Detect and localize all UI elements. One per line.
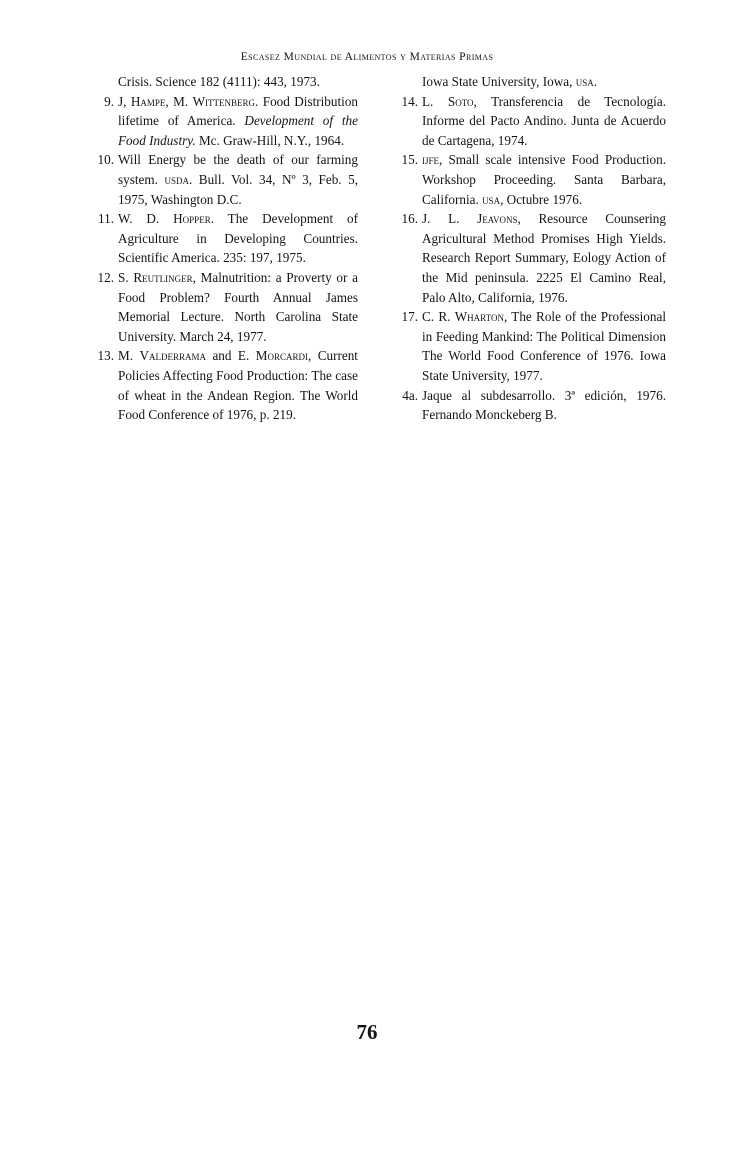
reference-number: 12. xyxy=(97,269,114,285)
references-left-column xyxy=(96,72,358,425)
reference-text: . Bull. Vol. 34, Nº 3, Feb. 5, 1975, Washington D.C. xyxy=(118,171,358,207)
reference-text: usda xyxy=(164,171,189,187)
reference-entry xyxy=(96,92,358,151)
reference-text: Iowa State University, Iowa, xyxy=(422,74,576,89)
reference-entry xyxy=(96,346,358,424)
reference-text: Jeavons xyxy=(477,211,518,227)
reference-text: Wittenberg xyxy=(192,93,256,109)
reference-entry xyxy=(400,72,666,92)
reference-text: , Octubre 1976. xyxy=(500,191,583,207)
reference-text: Hopper xyxy=(173,211,211,227)
reference-text: Development of the Food Industry. xyxy=(118,113,358,148)
reference-text: and E. xyxy=(206,348,256,364)
reference-entry xyxy=(400,150,666,209)
reference-entry xyxy=(96,150,358,209)
reference-entry xyxy=(400,209,666,307)
reference-number: 10. xyxy=(97,152,114,168)
reference-text: , Transferencia de Tecnología. Informe del Pacto Andino. Junta de Acuerdo de Cartagena, 1974. xyxy=(422,93,666,148)
reference-text: Crisis. Science 182 (4111): 443, 1973. xyxy=(118,74,320,89)
reference-text: J, xyxy=(118,93,131,109)
reference-entry xyxy=(400,307,666,385)
references-right-column xyxy=(400,72,666,425)
reference-entry xyxy=(400,386,666,425)
reference-text: , Malnutrition: a Proverty or a Food Problem? Fourth Annual James Memorial Lecture. North Carolina State University. March 24, 1977. xyxy=(118,269,358,344)
reference-text: Reutlinger xyxy=(133,269,193,285)
reference-entry xyxy=(96,72,358,92)
reference-number: 9. xyxy=(104,93,114,109)
reference-text: , The Role of the Professional in Feeding Mankind: The Political Dimension The World Food Conference of 1976. Iowa State University, 1977. xyxy=(422,309,666,383)
reference-text: S. xyxy=(118,269,134,285)
reference-text: Jaque al subdesarrollo. 3ª edición, 1976. Fernando Monckeberg B. xyxy=(422,387,666,423)
reference-text: . The Development of Agriculture in Developing Countries. Scientific America. 235: 197, 1975. xyxy=(118,211,358,266)
reference-number: 13. xyxy=(97,348,114,364)
reference-text: . Food Distribution lifetime of America. xyxy=(118,93,359,129)
reference-text: Will Energy be the death of our farming system. xyxy=(118,152,358,187)
reference-number: 4a. xyxy=(402,387,418,403)
reference-text: ijfe xyxy=(422,152,440,168)
reference-text: Soto xyxy=(447,93,474,109)
reference-text: Mc. Graw-Hill, N.Y., 1964. xyxy=(195,132,345,148)
reference-text: , Current Policies Affecting Food Production: The case of wheat in the Andean Region. The World Food Conference of 1976, p. 219. xyxy=(118,348,358,423)
reference-text: Hampe xyxy=(130,93,166,109)
reference-text: L. xyxy=(422,93,448,109)
reference-text: , Resource Counsering Agricultural Method Promises High Yields. Research Report Summary, Eology Action of the Mid peninsula. 2225 El Camino Real, Palo Alto, California, 1976. xyxy=(422,211,666,305)
reference-text: , M. xyxy=(165,93,193,109)
running-header: Escasez Mundial de Alimentos y Materias Primas xyxy=(240,51,494,63)
page-number: 76 xyxy=(356,1020,378,1044)
reference-text: M. xyxy=(118,348,140,364)
reference-entry xyxy=(400,92,666,151)
reference-text: usa xyxy=(482,191,501,207)
reference-text: W. D. xyxy=(118,211,174,227)
reference-text: Morcardi xyxy=(255,348,308,364)
reference-number: 15. xyxy=(401,152,418,168)
reference-text: C. R. xyxy=(422,309,455,325)
reference-number: 11. xyxy=(98,211,114,227)
reference-number: 14. xyxy=(401,93,418,109)
reference-text: , Small scale intensive Food Production. Workshop Proceeding. Santa Barbara, California. xyxy=(422,152,666,207)
reference-text: . xyxy=(593,74,598,89)
reference-text: J. L. xyxy=(422,211,478,227)
reference-text: Wharton xyxy=(454,309,504,325)
reference-entry xyxy=(96,268,358,346)
reference-text: usa xyxy=(575,74,594,89)
reference-entry xyxy=(96,209,358,268)
reference-text: Valderrama xyxy=(139,348,206,364)
reference-number: 17. xyxy=(401,309,418,325)
reference-number: 16. xyxy=(401,211,418,227)
